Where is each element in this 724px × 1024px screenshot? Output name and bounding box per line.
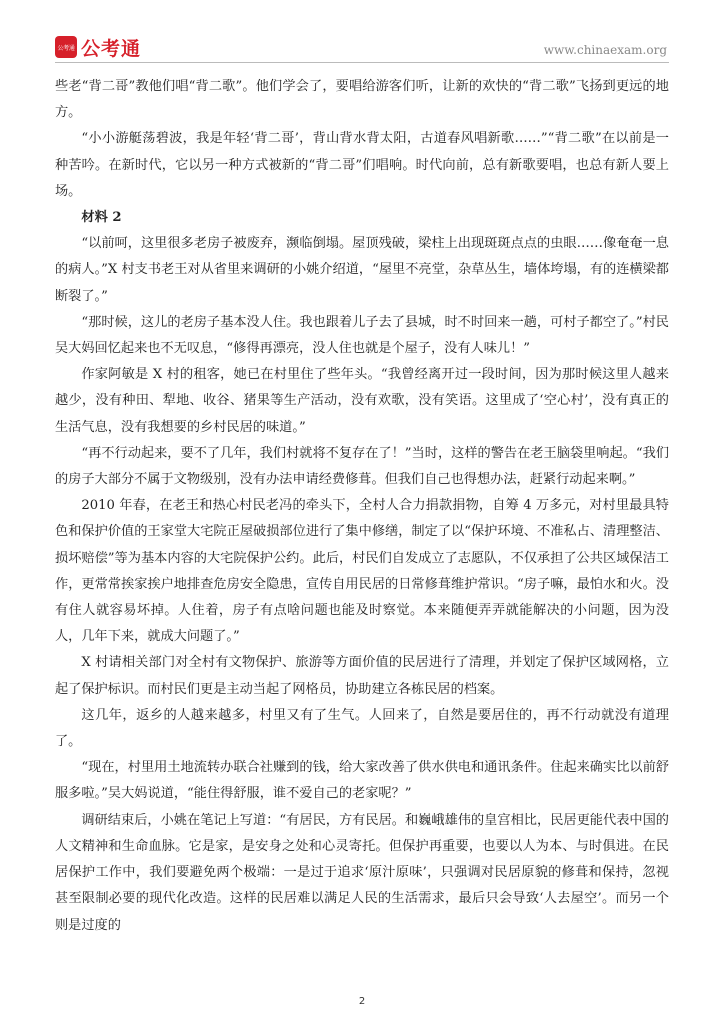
paragraph-4: “那时候，这儿的老房子基本没人住。我也跟着儿子去了县城，时不时回来一趟，可村子都空了。”村民吴大妈回忆起来也不无叹息，“修得再漂亮，没人住也就是个屋子，没有人味儿！” [55,314,669,357]
document-body [55,74,669,939]
paragraph-8: X 村请相关部门对全村有文物保护、旅游等方面价值的民居进行了清理，并划定了保护区域网格，立起了保护标识。而村民们更是主动当起了网格员，协助建立各栋民居的档案。 [55,655,669,697]
paragraph-11: 调研结束后，小姚在笔记上写道：“有居民，方有民居。和巍峨雄伟的皇宫相比，民居更能代表中国的人文精神和生命血脉。它是家，是安身之处和心灵寄托。但保护再重要，也要以人为本、与时俱进。在民居保护工作中，我们要避免两个极端：一是过于追求‘原汁原味’，只强调对民居原貌的修葺和保持，忽视甚至限制必要的现代化改造。这样的民居难以满足人民的生活需求，最后只会导致‘人去屋空’。而另一个则是过度的 [55,812,669,933]
paragraph-2: “小小游艇荡碧波，我是年轻‘背二哥’，背山背水背太阳，古道春风唱新歌……”“背二歌”在以前是一种苦吟。在新时代，它以另一种方式被新的“背二哥”们唱响。时代向前，总有新歌要唱，也总有新人要上场。 [55,131,669,199]
brand-logo-text: 公考通 [81,38,142,60]
header-divider [55,62,669,63]
paragraph-1: 些老“背二哥”教他们唱“背二歌”。他们学会了，要唱给游客们听，让新的欢快的“背二歌”飞扬到更远的地方。 [55,79,669,121]
paragraph-7: 2010 年春，在老王和热心村民老冯的牵头下，全村人合力捐款捐物，自筹 4 万多元，对村里最具特色和保护价值的王家堂大宅院正屋破损部位进行了集中修缮，制定了以“保护环境、不准私占、清理整洁、损坏赔偿”等为基本内容的大宅院保护公约。此后，村民们自发成立了志愿队，不仅承担了公共区域保洁工作，更常常挨家挨户地排查危房安全隐患，宣传自用民居的日常修葺维护常识。“房子嘛，最怕水和火。没有住人就容易坏掉。人住着，房子有点啥问题也能及时察觉。本来随便弄弄就能解决的小问题，因为没人，几年下来，就成大问题了。” [55,498,669,645]
paragraph-10: “现在，村里用土地流转办联合社赚到的钱，给大家改善了供水供电和通讯条件。住起来确实比以前舒服多啦。”吴大妈说道，“能住得舒服，谁不爱自己的老家呢？” [55,760,669,802]
site-url[interactable]: www.chinaexam.org [543,43,667,57]
paragraph-3: “以前呵，这里很多老房子被废弃，濒临倒塌。屋顶残破，梁柱上出现斑斑点点的虫眼……像奄奄一息的病人。”X 村支书老王对从省里来调研的小姚介绍道，“屋里不亮堂，杂草丛生，墙体垮塌，有的连横梁都断裂了。” [55,236,669,304]
section-heading-material-2: 材料 2 [81,210,122,226]
paragraph-5: 作家阿敏是 X 村的租客，她已在村里住了些年头。“我曾经离开过一段时间，因为那时候这里人越来越少，没有种田、犁地、收谷、猪果等生产活动，没有欢歌，没有笑语。这里成了‘空心村’，没有真正的生活气息，没有我想要的乡村民居的味道。” [55,367,669,435]
logo-badge-icon: 公考通 [55,36,77,58]
paragraph-6: “再不行动起来，要不了几年，我们村就将不复存在了！”当时，这样的警告在老王脑袋里响起。“我们的房子大部分不属于文物级别，没有办法申请经费修葺。但我们自己也得想办法，赶紧行动起来啊。” [55,445,669,488]
page-header [55,34,669,64]
page-number: 2 [358,996,366,1007]
paragraph-9: 这几年，返乡的人越来越多，村里又有了生气。人回来了，自然是要居住的，再不行动就没有道理了。 [55,707,669,750]
